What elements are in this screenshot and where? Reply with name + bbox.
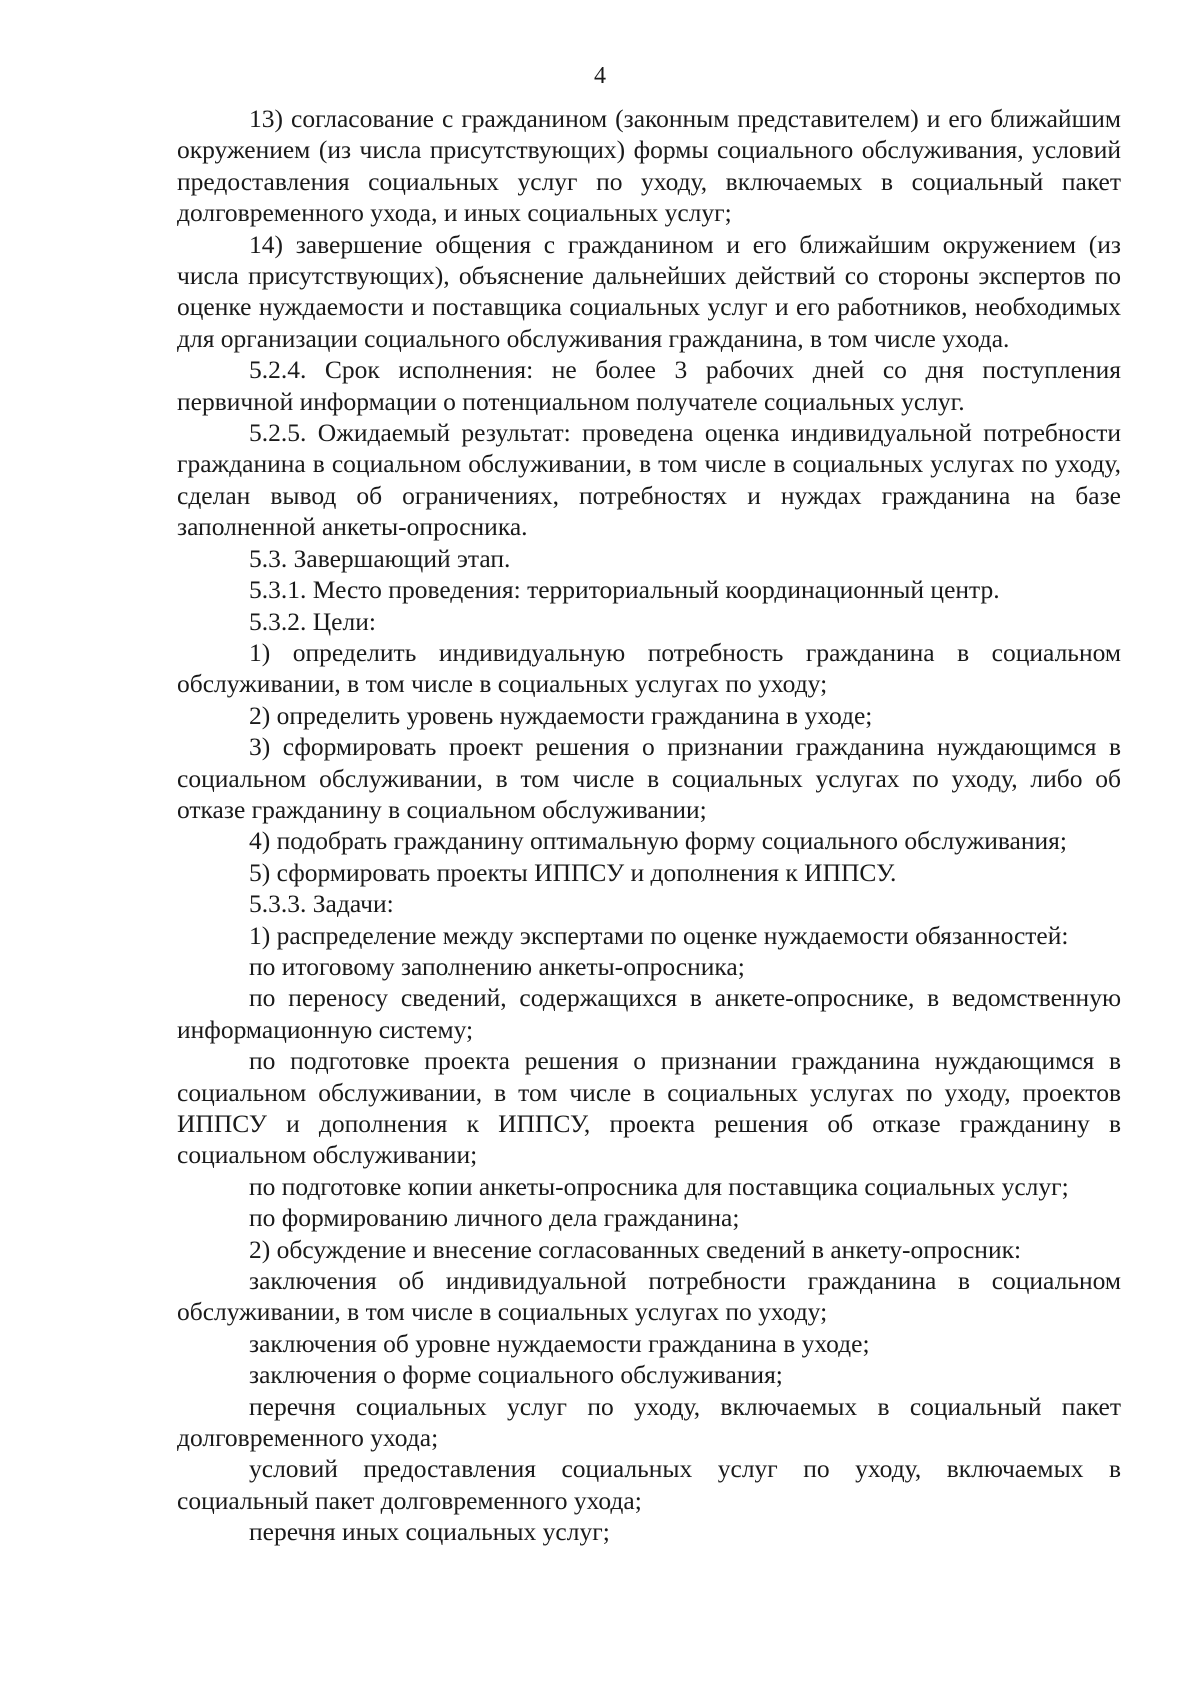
document-body xyxy=(177,103,1121,1548)
paragraph: заключения об индивидуальной потребности гражданина в социальном обслуживании, в том числе в социальных услугах по уходу; xyxy=(177,1266,1121,1327)
paragraph: заключения о форме социального обслуживания; xyxy=(249,1360,783,1390)
paragraph: 14) завершение общения с гражданином и его ближайшим окружением (из числа присутствующих), объяснение дальнейших действий со стороны экспертов по оценке нуждаемости и поставщика социальных услуг и его работников, необходимых для организации социального обслуживания гражданина, в том числе ухода. xyxy=(177,229,1121,353)
paragraph: 5.3. Завершающий этап. xyxy=(249,543,511,573)
page-number: 4 xyxy=(594,63,606,89)
paragraph: перечня социальных услуг по уходу, включаемых в социальный пакет долговременного ухода; xyxy=(177,1391,1121,1453)
paragraph: 2) определить уровень нуждаемости гражданина в уходе; xyxy=(249,700,873,730)
paragraph: 13) согласование с гражданином (законным представителем) и его ближайшим окружением (из числа присутствующих) формы социального обслуживания, условий предоставления социальных услуг по уходу, включаемых в социальный пакет долговременного ухода, и иных социальных услуг; xyxy=(177,104,1121,228)
paragraph: 1) распределение между экспертами по оценке нуждаемости обязанностей: xyxy=(249,920,1069,950)
paragraph: перечня иных социальных услуг; xyxy=(249,1517,610,1547)
paragraph: 5.3.2. Цели: xyxy=(249,606,376,636)
paragraph: 4) подобрать гражданину оптимальную форму социального обслуживания; xyxy=(249,826,1067,856)
paragraph: 5.2.4. Срок исполнения: не более 3 рабочих дней со дня поступления первичной информации о потенциальном получателе социальных услуг. xyxy=(177,355,1121,416)
paragraph: по итоговому заполнению анкеты-опросника; xyxy=(249,951,745,981)
paragraph: 5.3.3. Задачи: xyxy=(249,889,394,919)
paragraph: по формированию личного дела гражданина; xyxy=(249,1203,740,1233)
paragraph: по переносу сведений, содержащихся в анкете-опроснике, в ведомственную информационную систему; xyxy=(177,983,1121,1044)
paragraph: по подготовке копии анкеты-опросника для поставщика социальных услуг; xyxy=(249,1171,1069,1201)
paragraph: 5) сформировать проекты ИППСУ и дополнения к ИППСУ. xyxy=(249,857,897,887)
paragraph: условий предоставления социальных услуг по уходу, включаемых в социальный пакет долговременного ухода; xyxy=(177,1454,1121,1515)
paragraph: 1) определить индивидуальную потребность гражданина в социальном обслуживании, в том числе в социальных услугах по уходу; xyxy=(177,637,1121,699)
paragraph: по подготовке проекта решения о признании гражданина нуждающимся в социальном обслуживании, в том числе в социальных услугах по уходу, проектов ИППСУ и дополнения к ИППСУ, проекта решения об отказе гражданину в социальном обслуживании; xyxy=(177,1046,1121,1170)
paragraph: 5.3.1. Место проведения: территориальный координационный центр. xyxy=(249,575,1000,605)
paragraph: 3) сформировать проект решения о признании гражданина нуждающимся в социальном обслуживании, в том числе в социальных услугах по уходу, либо об отказе гражданину в социальном обслуживании; xyxy=(177,732,1121,824)
paragraph: 5.2.5. Ожидаемый результат: проведена оценка индивидуальной потребности гражданина в социальном обслуживании, в том числе в социальных услугах по уходу, сделан вывод об ограничениях, потребностях и нуждах гражданина на базе заполненной анкеты-опросника. xyxy=(177,418,1121,542)
paragraph: 2) обсуждение и внесение согласованных сведений в анкету-опросник: xyxy=(249,1234,1022,1264)
paragraph: заключения об уровне нуждаемости гражданина в уходе; xyxy=(249,1328,870,1358)
